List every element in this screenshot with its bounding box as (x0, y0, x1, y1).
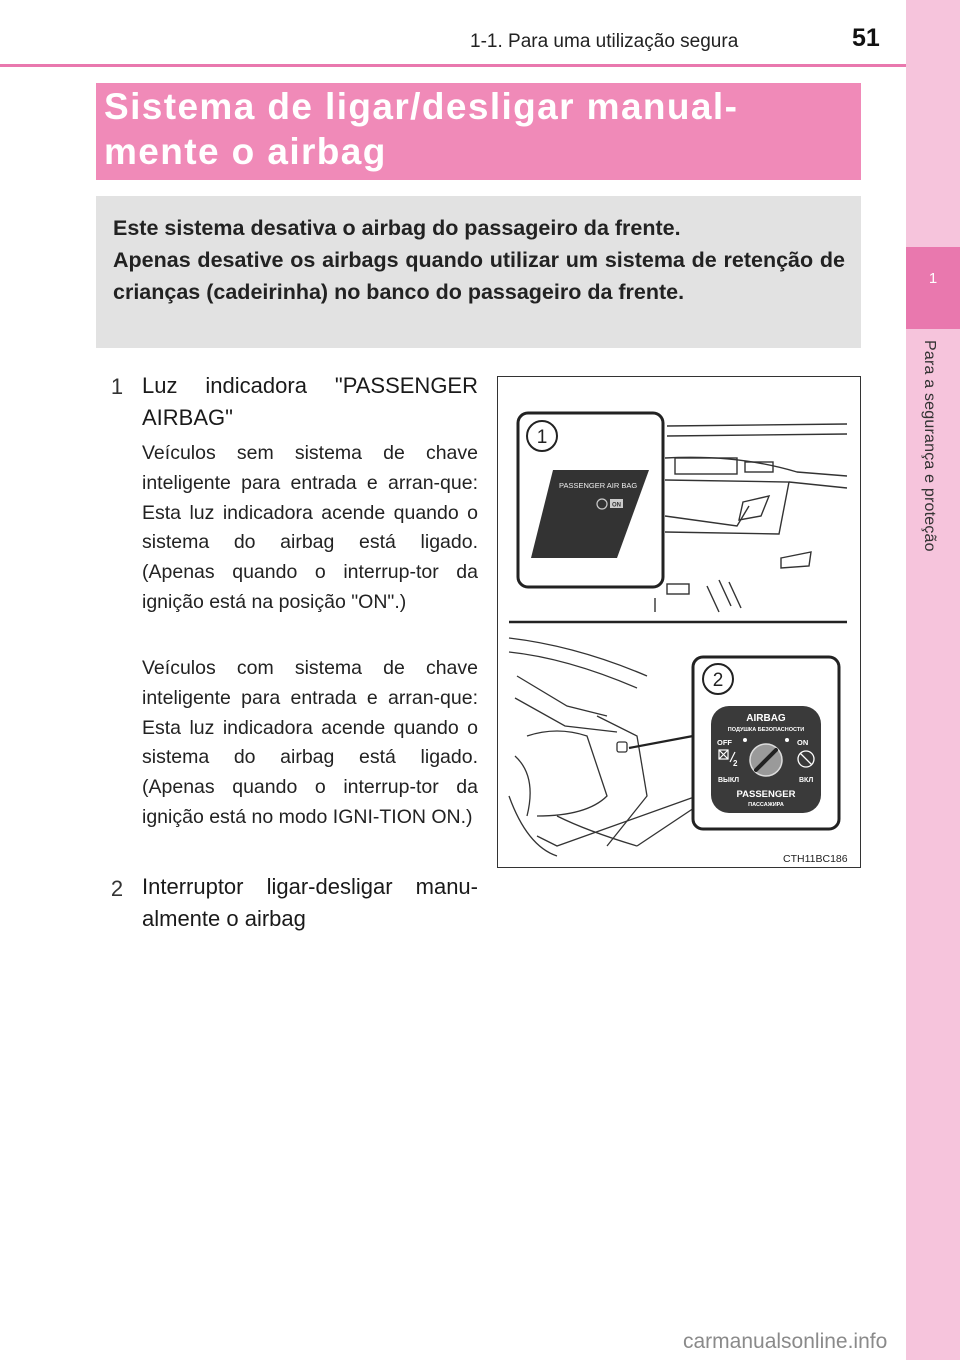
airbag-illustration (497, 376, 861, 868)
airbag-figure (497, 376, 861, 868)
switch-off-ru-label: ВЫКЛ (718, 777, 740, 784)
item-number-2 (106, 877, 128, 899)
switch-on-label: ON (797, 738, 809, 747)
switch-off-label: OFF (717, 738, 732, 747)
item-number-badge-2 (106, 877, 128, 899)
page-title (104, 84, 854, 174)
page-title-line-2: mente o airbag (104, 131, 387, 172)
item-1-title: Luz indicadora "PASSENGER AIRBAG" (142, 373, 478, 430)
airbag-off-icon-2: 2 (733, 759, 738, 768)
chapter-side-strip (906, 0, 960, 1360)
indicator-panel-label: PASSENGER AIR BAG (559, 481, 638, 490)
figure-code: CTH11BC186 (783, 853, 848, 865)
callout-2-number: 2 (712, 670, 724, 691)
item-number-badge-1 (106, 375, 128, 397)
switch-off-dot (743, 738, 747, 742)
switch-airbag-label: AIRBAG (746, 713, 786, 724)
item-1-paragraph-2: Veículos com sistema de chave inteligente para entrada e arran-que: Esta luz indicadora acende quando o sistema do airbag está ligado. (Apenas quando o interrup-tor da ignição está no modo IGNI-TION ON.) (142, 657, 478, 828)
chapter-tab-number: 1 (928, 270, 938, 287)
item-number-1-label: 1 (110, 375, 124, 397)
indicator-on-label: ON (612, 502, 621, 509)
item-number-1 (106, 375, 128, 397)
switch-passenger-ru-label: ПАССАЖИРА (748, 802, 784, 808)
header-rule (0, 64, 906, 67)
section-heading: 1-1. Para uma utilização segura (470, 31, 739, 52)
intro-line-2: Apenas desative os airbags quando utilizar um sistema de retenção de crianças (cadeirinha) no banco do passageiro da frente. (113, 248, 845, 304)
callout-1-number: 1 (536, 427, 548, 448)
intro-line-1: Este sistema desativa o airbag do passageiro da frente. (113, 216, 681, 240)
switch-passenger-label: PASSENGER (736, 789, 796, 800)
item-1-paragraph-1: Veículos sem sistema de chave inteligente para entrada e arran-que: Esta luz indicadora acende quando o sistema do airbag está ligado. (Apenas quando o interrup-tor da ignição está na posição "ON".) (142, 442, 478, 613)
intro-text (113, 212, 845, 308)
switch-on-dot (785, 738, 789, 742)
item-2-title: Interruptor ligar-desligar manu-almente o airbag (142, 874, 478, 931)
item-number-2-label: 2 (110, 877, 124, 899)
switch-airbag-ru-label: ПОДУШКА БЕЗОПАСНОСТИ (727, 727, 805, 733)
chapter-title: Para a segurança e proteção (921, 340, 938, 552)
chapter-tab (906, 247, 960, 329)
page-title-line-1: Sistema de ligar/desligar manual- (104, 86, 739, 127)
page-number: 51 (852, 24, 880, 52)
watermark: carmanualsonline.info (683, 1330, 888, 1353)
switch-on-ru-label: ВКЛ (799, 777, 814, 784)
